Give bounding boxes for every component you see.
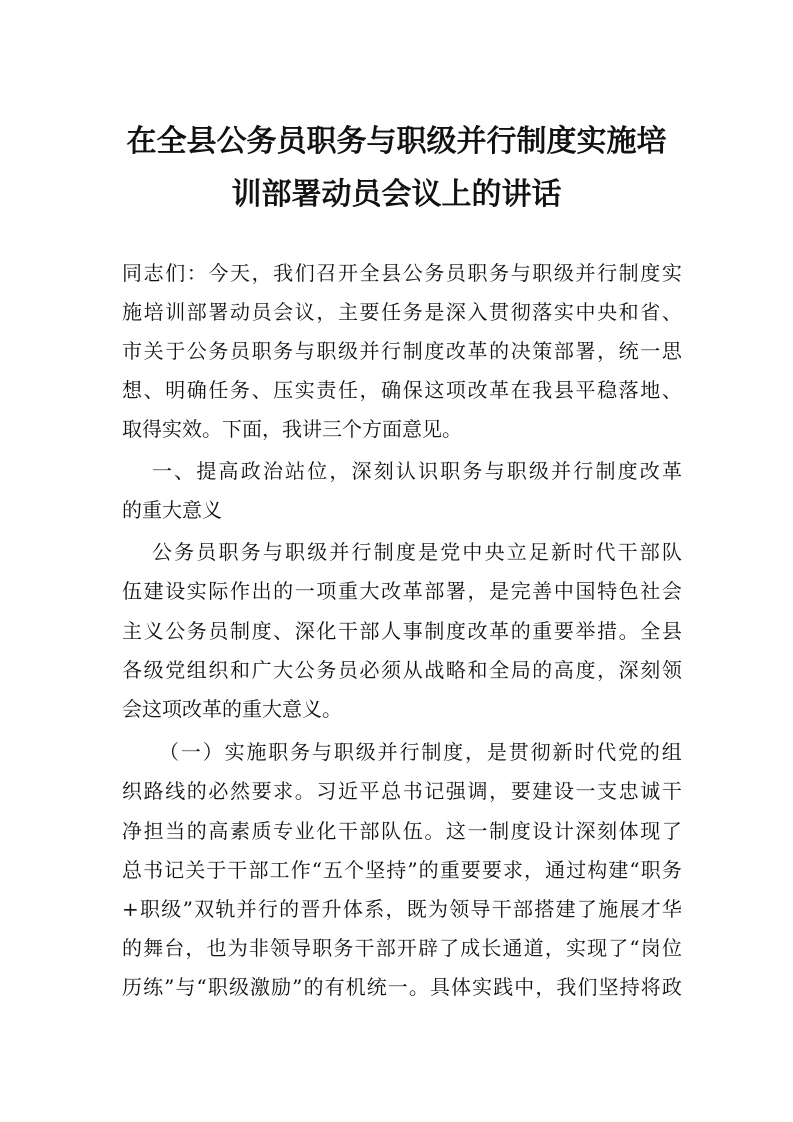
body-line: 织 路 线 的 必 然 要 求 。 习 近 平 总 书 记 强 调 ， 要 建 设 一 支 忠 诚 干 [122,779,682,803]
body-line: 的重大意义 [122,498,222,522]
body-line: 想 、 明 确 任 务 、 压 实 责 任 ， 确 保 这 项 改 革 在 我 县 平 稳 落 地 、 [122,378,682,402]
document-title-line-2: 训部署动员会议上的讲话 [231,177,562,212]
body-line: 各 级 党 组 织 和 广 大 公 务 员 必 须 从 战 略 和 全 局 的 高 度 ， 深 刻 领 [122,658,682,682]
body-line: 一 、 提 高 政 治 站 位 ， 深 刻 认 识 职 务 与 职 级 并 行 制 度 改 革 [152,459,682,483]
body-line: 主 义 公 务 员 制 度 、 深 化 干 部 人 事 制 度 改 革 的 重 要 举 措 。 全 县 [122,619,682,643]
body-line: 净 担 当 的 高 素 质 专 业 化 干 部 队 伍 。 这 一 制 度 设 计 深 刻 体 现 了 [122,819,682,843]
body-line: 的 舞 台 ， 也 为 非 领 导 职 务 干 部 开 辟 了 成 长 通 道 ， 实 现 了 “ 岗 位 [122,936,682,960]
body-line: 取得实效。下面，我讲三个方面意见。 [122,417,462,441]
body-line: 公 务 员 职 务 与 职 级 并 行 制 度 是 党 中 央 立 足 新 时 代 干 部 队 [152,540,682,564]
body-line: 会这项改革的重大意义。 [122,697,342,721]
body-line: 市 关 于 公 务 员 职 务 与 职 级 并 行 制 度 改 革 的 决 策 部 署 ， 统 一 思 [122,339,682,363]
body-line: 历 练 ” 与 “ 职 级 激 励 ” 的 有 机 统 一 。 具 体 实 践 中 ， 我 们 坚 持 将 政 [122,975,682,999]
body-line: 伍 建 设 实 际 作 出 的 一 项 重 大 改 革 部 署 ， 是 完 善 中 国 特 色 社 会 [122,579,682,603]
body-line: + 职 级 ” 双 轨 并 行 的 晋 升 体 系 ， 既 为 领 导 干 部 搭 建 了 施 展 才 华 [122,897,682,921]
body-line: 施 培 训 部 署 动 员 会 议 ， 主 要 任 务 是 深 入 贯 彻 落 实 中 央 和 省 、 [122,300,682,324]
document-title-line-1: 在全县公务员职务与职级并行制度实施培 [126,124,667,159]
body-line: 总 书 记 关 于 干 部 工 作 “ 五 个 坚 持 ” 的 重 要 要 求 ， 通 过 构 建 “ 职 务 [122,858,682,882]
body-line: （ 一 ） 实 施 职 务 与 职 级 并 行 制 度 ， 是 贯 彻 新 时 代 党 的 组 [159,740,682,764]
body-line: 同 志 们 ： 今 天 ， 我 们 召 开 全 县 公 务 员 职 务 与 职 级 并 行 制 度 实 [122,261,682,285]
